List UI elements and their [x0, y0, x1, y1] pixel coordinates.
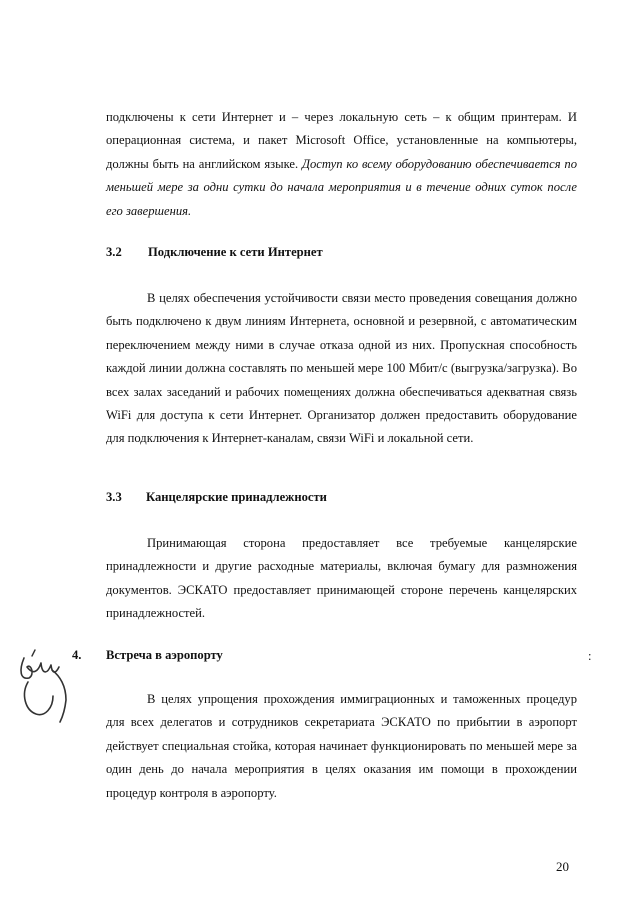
section-4-heading	[72, 646, 223, 664]
section-4-title: Встреча в аэропорту	[106, 648, 223, 662]
section-3-2-number: 3.2	[106, 245, 122, 259]
section-4-number: 4.	[72, 648, 82, 662]
section-3-3-title: Канцелярские принадлежности	[146, 490, 327, 504]
section-3-3-paragraph: Принимающая сторона предоставляет все требуемые канцелярские принадлежности и другие расходные материалы, включая бумагу для размножения документов. ЭСКАТО предоставляет принимающей стороне перечень канцелярских принадлежностей.	[106, 536, 577, 621]
intro-italic-text: Доступ ко всему оборудованию обеспечивается по меньшей мере за одни сутки до начала мероприятия и в течение одних суток после его завершения.	[106, 156, 578, 218]
section-3-3-heading	[106, 488, 327, 506]
intro-paragraph	[106, 106, 577, 223]
handwritten-initials-icon	[8, 648, 78, 728]
margin-mark: :	[588, 649, 592, 663]
section-3-3-number: 3.3	[106, 490, 122, 504]
page-number: 20	[556, 859, 569, 874]
intro-text: подключены к сети Интернет и – через локальную сеть – к общим принтерам. И операционная система, и пакет Microsoft Office, установленные на компьютеры, должны быть на английском языке.	[106, 110, 577, 171]
section-4-paragraph: В целях упрощения прохождения иммиграционных и таможенных процедур для всех делегатов и сотрудников секретариата ЭСКАТО по прибытии в аэропорт действует специальная стойка, которая начинает функционировать по меньшей мере за один день до начала мероприятия в целях оказания им помощи в прохождении процедур контроля в аэропорту.	[106, 692, 577, 800]
section-3-2-title: Подключение к сети Интернет	[148, 245, 323, 259]
section-3-2-heading	[106, 243, 323, 261]
section-3-2-paragraph: В целях обеспечения устойчивости связи место проведения совещания должно быть подключено к двум линиям Интернета, основной и резервной, с автоматическим переключением между ними в случае отказа одной из них. Пропускная способность каждой линии должна составлять по меньшей мере 100 Мбит/с (выгрузка/загрузка). Во всех залах заседаний и рабочих помещениях должна обеспечиваться адекватная связь WiFi для доступа к сети Интернет. Организатор должен предоставить оборудование для подключения к Интернет-каналам, связи WiFi и локальной сети.	[106, 291, 577, 446]
